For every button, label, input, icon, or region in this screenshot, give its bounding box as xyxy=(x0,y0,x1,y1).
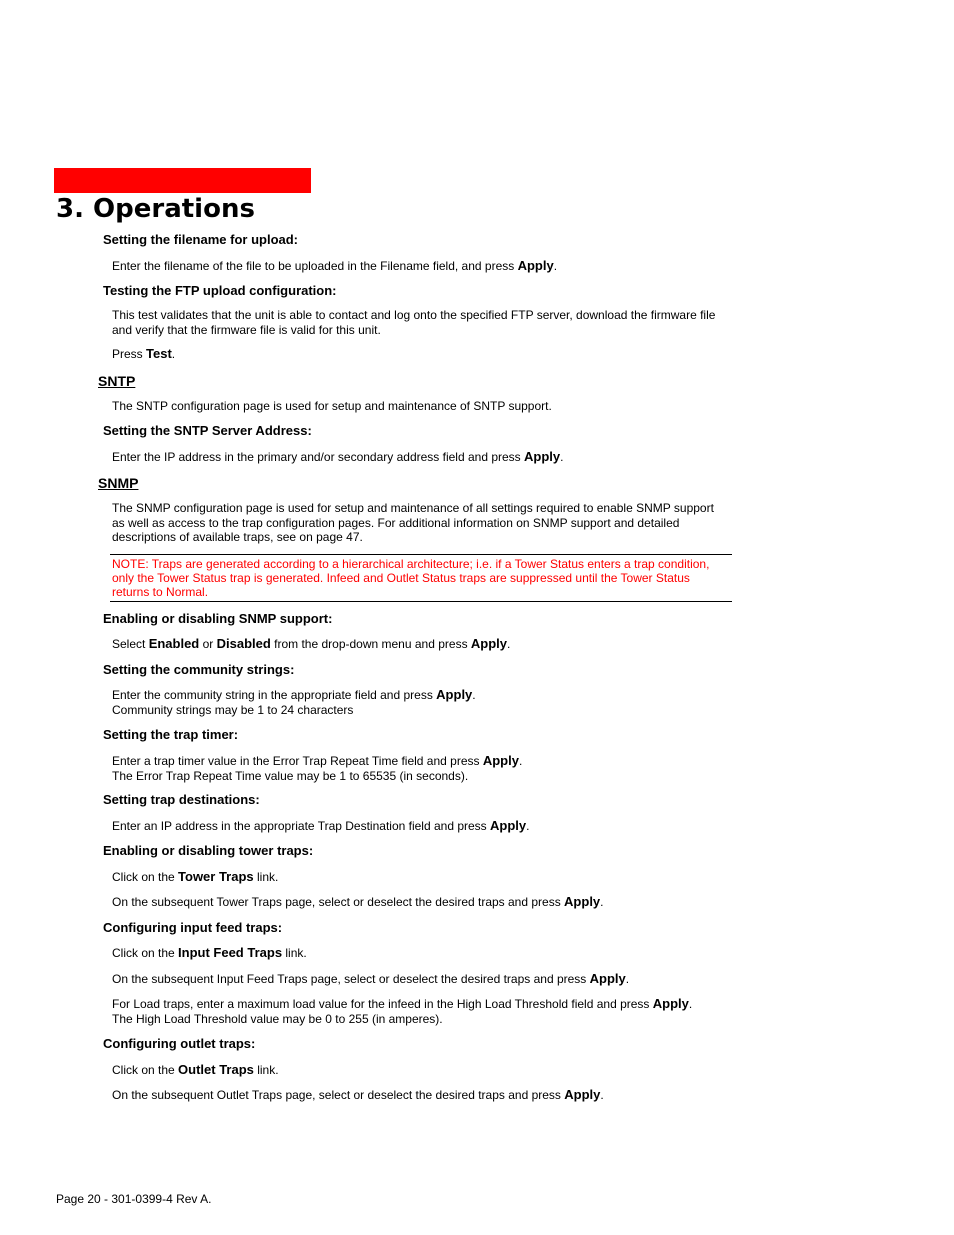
chapter-accent-bar xyxy=(54,168,311,193)
section-heading-sntp: SNTP xyxy=(98,373,136,389)
heading-enable-snmp: Enabling or disabling SNMP support: xyxy=(103,611,333,626)
heading-trap-timer: Setting the trap timer: xyxy=(103,727,239,742)
paragraph-trap-timer: Enter a trap timer value in the Error Trap Repeat Time field and press Apply. The Error Trap Repeat Time value may be 1 to 65535 (in seconds). xyxy=(112,753,523,783)
paragraph-press-test: Press Test. xyxy=(112,346,176,361)
paragraph-ftp-test: This test validates that the unit is able to contact and log onto the specified FTP server, download the firmware file and verify that the firmware file is valid for this unit. xyxy=(112,308,716,337)
paragraph-tower-traps-link: Click on the Tower Traps link. xyxy=(112,869,279,884)
heading-outlet-traps: Configuring outlet traps: xyxy=(103,1036,256,1051)
heading-ftp-test: Testing the FTP upload configuration: xyxy=(103,283,337,298)
note-traps-hierarchy: NOTE: Traps are generated according to a hierarchical architecture; i.e. if a Tower Status enters a trap condition, only the Tower Status trap is generated. Infeed and Outlet Status traps are suppressed until the Tower Status returns to Normal. xyxy=(112,557,710,599)
paragraph-community-strings: Enter the community string in the appropriate field and press Apply. Community strings may be 1 to 24 characters xyxy=(112,687,476,717)
heading-trap-destinations: Setting trap destinations: xyxy=(103,792,260,807)
paragraph-sntp: The SNTP configuration page is used for setup and maintenance of SNTP support. xyxy=(112,399,552,413)
heading-community-strings: Setting the community strings: xyxy=(103,662,295,677)
note-divider-top xyxy=(110,554,732,555)
paragraph-trap-destinations: Enter an IP address in the appropriate Trap Destination field and press Apply. xyxy=(112,818,530,833)
paragraph-tower-traps: On the subsequent Tower Traps page, select or deselect the desired traps and press Apply. xyxy=(112,894,604,909)
paragraph-input-feed-traps: On the subsequent Input Feed Traps page, select or deselect the desired traps and press Apply. xyxy=(112,971,630,986)
paragraph-snmp: The SNMP configuration page is used for setup and maintenance of all settings required to enable SNMP support as well as access to the trap configuration pages. For additional information on SNMP support and detailed descriptions of available traps, see on page 47. xyxy=(112,501,714,544)
chapter-title: 3. Operations xyxy=(56,194,255,224)
section-heading-snmp: SNMP xyxy=(98,475,139,491)
paragraph-input-feed-link: Click on the Input Feed Traps link. xyxy=(112,945,307,960)
paragraph-sntp-server: Enter the IP address in the primary and/or secondary address field and press Apply. xyxy=(112,449,564,464)
paragraph-filename-upload: Enter the filename of the file to be uploaded in the Filename field, and press Apply. xyxy=(112,258,558,273)
paragraph-outlet-traps-link: Click on the Outlet Traps link. xyxy=(112,1062,279,1077)
heading-filename-upload: Setting the filename for upload: xyxy=(103,232,299,247)
note-divider-bottom xyxy=(110,601,732,602)
paragraph-enable-snmp: Select Enabled or Disabled from the drop-down menu and press Apply. xyxy=(112,636,511,651)
paragraph-load-traps: For Load traps, enter a maximum load value for the infeed in the High Load Threshold field and press Apply. The High Load Threshold value may be 0 to 255 (in amperes). xyxy=(112,996,693,1026)
heading-input-feed-traps: Configuring input feed traps: xyxy=(103,920,283,935)
page-footer: Page 20 - 301-0399-4 Rev A. xyxy=(56,1192,212,1206)
heading-sntp-server: Setting the SNTP Server Address: xyxy=(103,423,312,438)
heading-tower-traps: Enabling or disabling tower traps: xyxy=(103,843,314,858)
paragraph-outlet-traps: On the subsequent Outlet Traps page, select or deselect the desired traps and press Apply. xyxy=(112,1087,604,1102)
